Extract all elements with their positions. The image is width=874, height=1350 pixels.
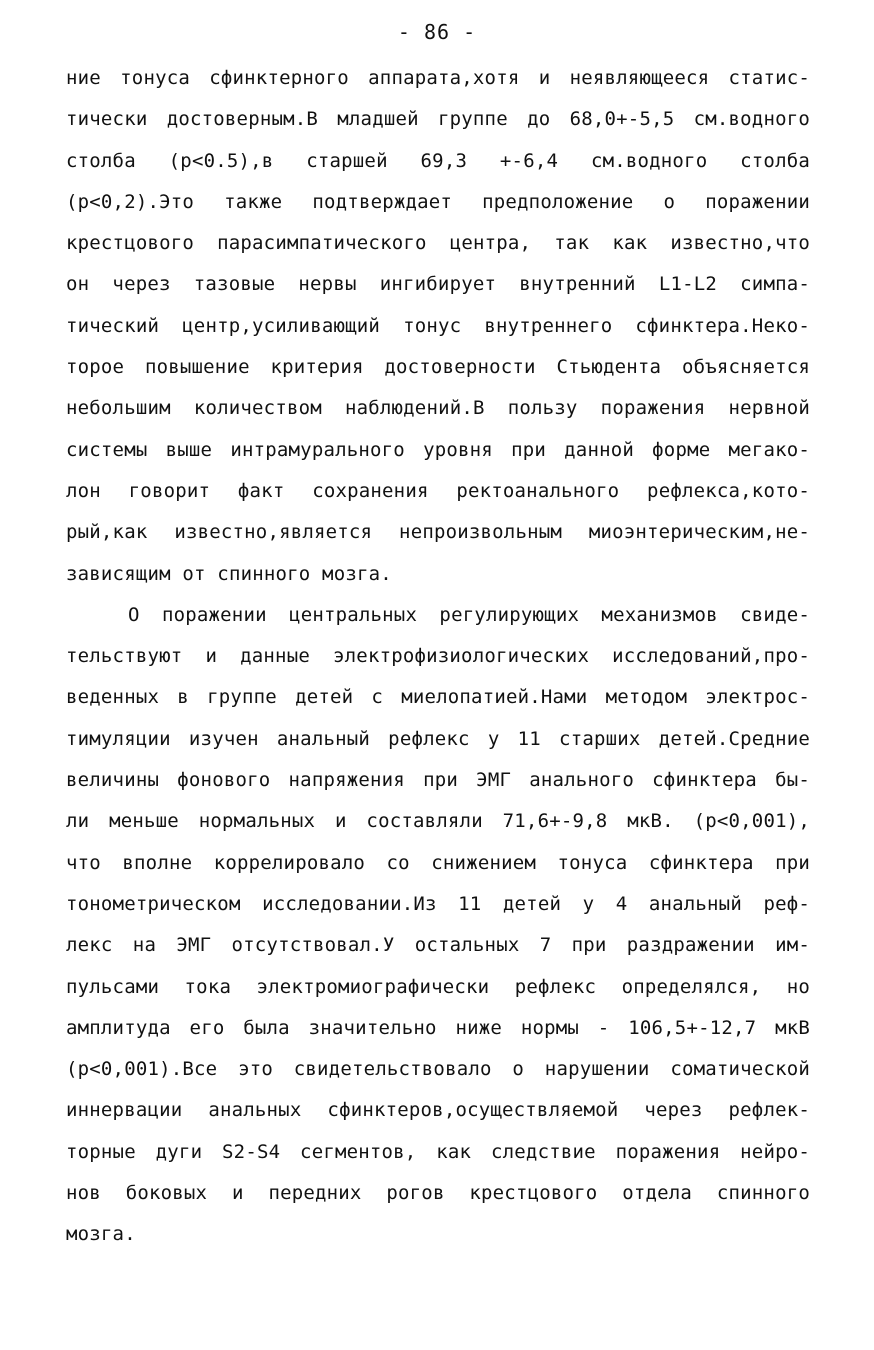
text-line: столба (p<0.5),в старшей 69,3 +-6,4 см.водного столба <box>66 149 810 172</box>
text-line: он через тазовые нервы ингибирует внутренний L1-L2 симпа- <box>66 273 810 296</box>
text-line: нов боковых и передних рогов крестцового отдела спинного <box>66 1182 810 1205</box>
text-line: О поражении центральных регулирующих механизмов свиде- <box>128 603 810 626</box>
text-line: крестцового парасимпатического центра, так как известно,что <box>66 232 810 255</box>
text-line: лекс на ЭМГ отсутствовал.У остальных 7 при раздражении им- <box>66 934 810 957</box>
body-text <box>66 58 810 1256</box>
text-line: тимуляции изучен анальный рефлекс у 11 старших детей.Средние <box>66 727 810 750</box>
text-line: мозга. <box>66 1223 136 1246</box>
paragraph-2 <box>66 595 810 1256</box>
text-line: системы выше интрамурального уровня при данной форме мегако- <box>66 438 810 461</box>
text-line: (p<0,2).Это также подтверждает предположение о поражении <box>66 190 810 213</box>
text-line: амплитуда его была значительно ниже нормы - 106,5+-12,7 мкВ <box>66 1016 810 1039</box>
paragraph-1 <box>66 58 810 595</box>
text-line: что вполне коррелировало со снижением тонуса сфинктера при <box>66 851 810 874</box>
text-line: тически достоверным.В младшей группе до 68,0+-5,5 см.водного <box>66 108 810 131</box>
text-line: величины фонового напряжения при ЭМГ анального сфинктера бы- <box>66 769 810 792</box>
text-line: иннервации анальных сфинктеров,осуществляемой через рефлек- <box>66 1099 810 1122</box>
text-line: зависящим от спинного мозга. <box>66 562 392 585</box>
text-line: тельствуют и данные электрофизиологических исследований,про- <box>66 645 810 668</box>
text-line: тический центр,усиливающий тонус внутреннего сфинктера.Неко- <box>66 314 810 337</box>
text-line: торое повышение критерия достоверности Стьюдента объясняется <box>66 356 810 379</box>
text-line: ние тонуса сфинктерного аппарата,хотя и неявляющееся статис- <box>66 67 810 89</box>
text-line: небольшим количеством наблюдений.В пользу поражения нервной <box>66 397 810 420</box>
text-line: рый,как известно,является непроизвольным миоэнтерическим,не- <box>66 521 810 544</box>
text-line: (p<0,001).Все это свидетельствовало о нарушении соматической <box>66 1058 810 1081</box>
text-line: тонометрическом исследовании.Из 11 детей у 4 анальный реф- <box>66 892 810 915</box>
text-line: ли меньше нормальных и составляли 71,6+-9,8 мкВ. (p<0,001), <box>66 810 810 833</box>
text-line: лон говорит факт сохранения ректоанального рефлекса,кото- <box>66 479 810 502</box>
text-line: торные дуги S2-S4 сегментов, как следствие поражения нейро- <box>66 1140 810 1163</box>
page-number: - 86 - <box>397 20 477 44</box>
text-line: пульсами тока электромиографически рефлекс определялся, но <box>66 975 810 998</box>
text-line: веденных в группе детей с миелопатией.Нами методом электрос- <box>66 686 810 709</box>
